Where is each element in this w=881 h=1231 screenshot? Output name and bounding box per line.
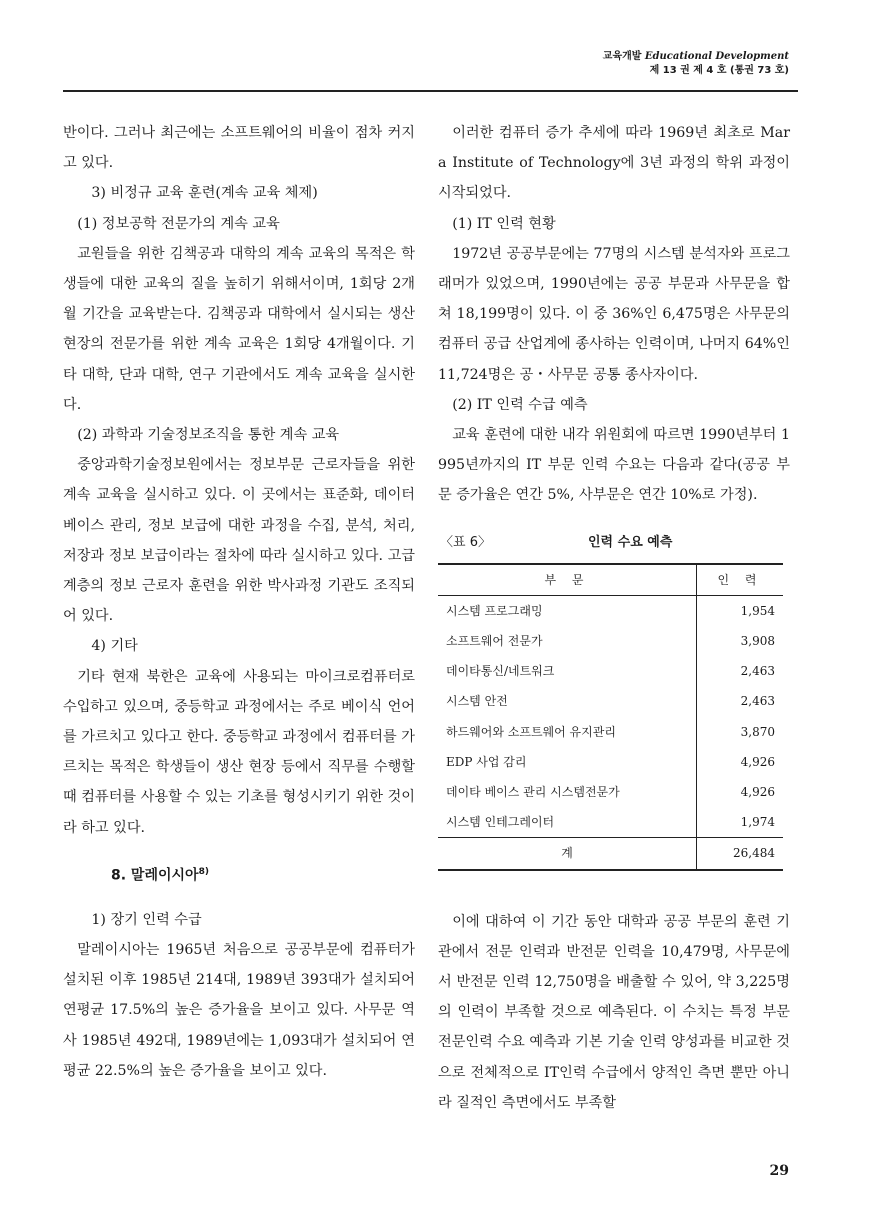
- subsection-heading: (2) 과학과 기술정보조직을 통한 계속 교육: [77, 427, 340, 444]
- table-cell: 시스템 인테그레이터: [446, 815, 555, 830]
- demand-table: [438, 563, 783, 871]
- table-row: [438, 626, 783, 656]
- table-cell: 데이타 베이스 관리 시스템전문가: [446, 785, 620, 800]
- table-cell: EDP 사업 감리: [446, 754, 527, 769]
- subsection-heading: (2) IT 인력 수급 예측: [452, 396, 588, 413]
- table-cell: 3,870: [697, 717, 784, 747]
- table-cell: 시스템 프로그래밍: [446, 603, 543, 618]
- journal-name: [603, 50, 789, 64]
- table-row: [438, 656, 783, 686]
- table-row: [438, 777, 783, 807]
- column-header: 부 문: [438, 564, 697, 596]
- footnote-marker: 8): [198, 866, 209, 877]
- issue-info: 제 13 권 제 4 호 (통권 73 호): [649, 65, 789, 76]
- paragraph: 중앙과학기술정보원에서는 정보부문 근로자들을 위한 계속 교육을 실시하고 있다. 이 곳에서는 표준화, 데이터베이스 관리, 정보 보급에 대한 과정을 수집, 분석, 처리, 저장과 정보 보급이라는 절차에 따라 실시하고 있다. 고급 계층의 정보 근로자 훈련을 위한 박사과정 기관도 조직되어 있다.: [63, 457, 415, 625]
- table-row: [438, 686, 783, 716]
- table-caption: [438, 523, 790, 563]
- paragraph: 이에 대하여 이 기간 동안 대학과 공공 부문의 훈련 기관에서 전문 인력과 반전문 인력을 10,479명, 사무문에서 반전문 인력 12,750명을 배출할 수 있어, 약 3,225명의 인력이 부족할 것으로 예측된다. 이 수치는 특정 부문 전문인력 수요 예측과 기본 기술 인력 양성과를 비교한 것으로 전체적으로 IT인력 수급에서 양적인 측면 뿐만 아니라 질적인 측면에서도 부족할: [438, 913, 790, 1111]
- table-cell: 계: [438, 838, 697, 870]
- table-cell: 1,974: [697, 807, 784, 838]
- subsection-heading: 4) 기타: [91, 638, 138, 655]
- paragraph: 1972년 공공부문에는 77명의 시스템 분석자와 프로그래머가 있었으며, 1990년에는 공공 부문과 사무문을 합쳐 18,199명이 있다. 이 중 36%인 6,475명은 사무문의 컴퓨터 공급 산업계에 종사하는 인력이며, 나머지 64%인 11,724명은 공・사무문 공통 종사자이다.: [438, 245, 790, 383]
- table-cell: 4,926: [697, 747, 784, 777]
- left-column: [63, 118, 415, 1086]
- section-title: 8. 말레이시아: [111, 867, 199, 884]
- table-cell: 1,954: [697, 595, 784, 626]
- header-rule: [63, 90, 798, 92]
- table-cell: 2,463: [697, 656, 784, 686]
- table-cell: 시스템 안전: [446, 694, 508, 709]
- journal-korean: 교육개발: [602, 51, 642, 62]
- table-row: [438, 717, 783, 747]
- subsection-heading: (1) IT 인력 현황: [452, 215, 556, 232]
- table-title: 인력 수요 예측: [588, 534, 673, 550]
- table-cell: 26,484: [697, 838, 784, 870]
- right-column: [438, 118, 790, 1118]
- section-heading: [111, 857, 415, 891]
- paragraph: 교육 훈련에 대한 내각 위원회에 따르면 1990년부터 1995년까지의 IT 부문 인력 수요는 다음과 같다(공공 부문 증가율은 연간 5%, 사부문은 연간 10%로 가정).: [438, 427, 790, 504]
- page-number: 29: [769, 1163, 789, 1179]
- table-cell: 3,908: [697, 626, 784, 656]
- subsection-heading: 1) 장기 인력 수급: [91, 911, 202, 928]
- table-cell: 2,463: [697, 686, 784, 716]
- table-cell: 하드웨어와 소프트웨어 유지관리: [446, 724, 616, 739]
- paragraph: 기타 현재 북한은 교육에 사용되는 마이크로컴퓨터로 수입하고 있으며, 중등학교 과정에서는 주로 베이식 언어를 가르치고 있다고 한다. 중등학교 과정에서 컴퓨터를 가르치는 목적은 학생들이 생산 현장 등에서 직무를 수행할 때 컴퓨터를 사용할 수 있는 기초를 형성시키기 위한 것이라 하고 있다.: [63, 668, 415, 836]
- table-row: [438, 595, 783, 626]
- table-row: [438, 807, 783, 838]
- table-cell: 소프트웨어 전문가: [446, 634, 543, 649]
- table-cell: 데이타통신/네트워크: [446, 664, 555, 679]
- journal-english: Educational Development: [644, 51, 789, 62]
- paragraph: 말레이시아는 1965년 처음으로 공공부문에 컴퓨터가 설치된 이후 1985년 214대, 1989년 393대가 설치되어 연평균 17.5%의 높은 증가율을 보이고 있다. 사무문 역사 1985년 492대, 1989년에는 1,093대가 설치되어 연평균 22.5%의 높은 증가율을 보이고 있다.: [63, 941, 415, 1079]
- table-cell: 4,926: [697, 777, 784, 807]
- table-total-row: [438, 838, 783, 870]
- table-label: 〈표 6〉: [440, 534, 491, 550]
- paragraph: 반이다. 그러나 최근에는 소프트웨어의 비율이 점차 커지고 있다.: [63, 125, 415, 172]
- paragraph: 이러한 컴퓨터 증가 추세에 따라 1969년 최초로 Mara Institute of Technology에 3년 과정의 학위 과정이 시작되었다.: [438, 125, 790, 202]
- running-header: [603, 50, 789, 78]
- subsection-heading: (1) 정보공학 전문가의 계속 교육: [77, 215, 280, 232]
- paragraph: 교원들을 위한 김책공과 대학의 계속 교육의 목적은 학생들에 대한 교육의 질을 높히기 위해서이며, 1회당 2개월 기간을 교육받는다. 김책공과 대학에서 실시되는 생산 현장의 전문가를 위한 계속 교육은 1회당 4개월이다. 기타 대학, 단과 대학, 연구 기관에서도 계속 교육을 실시한다.: [63, 245, 415, 413]
- column-header: 인 력: [697, 564, 784, 596]
- table-row: [438, 747, 783, 777]
- table-header-row: [438, 564, 783, 596]
- subsection-heading: 3) 비정규 교육 훈련(계속 교육 체제): [91, 185, 318, 202]
